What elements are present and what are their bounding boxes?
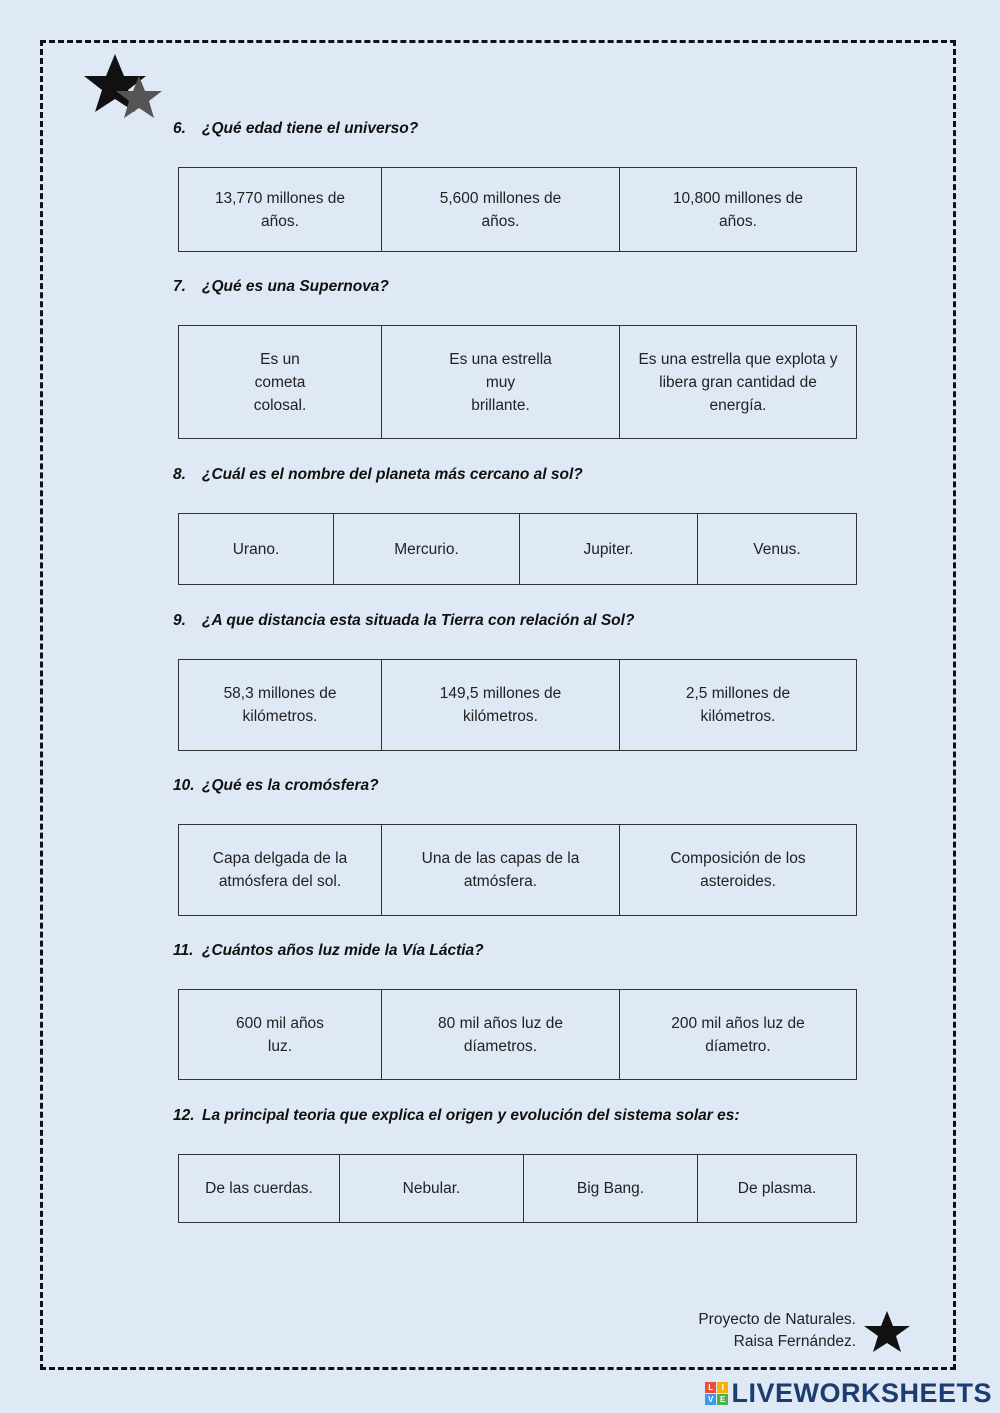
option-q12-d[interactable]: De plasma. xyxy=(697,1155,856,1222)
options-q11 xyxy=(178,989,857,1080)
question-9: 9. ¿A que distancia esta situada la Tierra con relación al Sol? xyxy=(173,612,635,629)
question-7: 7. ¿Qué es una Supernova? xyxy=(173,278,389,295)
option-q10-a[interactable]: Capa delgada de la atmósfera del sol. xyxy=(212,850,348,890)
star-icon xyxy=(862,1310,912,1354)
options-q9 xyxy=(178,659,857,751)
question-6: 6. ¿Qué edad tiene el universo? xyxy=(173,120,419,137)
question-10: 10. ¿Qué es la cromósfera? xyxy=(173,777,379,794)
option-q6-b[interactable]: 5,600 millones de años. xyxy=(381,168,619,251)
options-q12 xyxy=(178,1154,857,1223)
option-q9-a[interactable]: 58,3 millones de kilómetros. xyxy=(223,685,337,725)
option-q7-c[interactable]: Es una estrella que explota y libera gran cantidad de energía. xyxy=(619,326,856,438)
option-q8-c[interactable]: Jupiter. xyxy=(519,514,697,584)
brand-logo-icon: L I V E xyxy=(705,1382,728,1405)
option-q12-a[interactable]: De las cuerdas. xyxy=(205,1180,313,1197)
option-q7-b[interactable]: Es una estrella muy brillante. xyxy=(381,326,619,438)
liveworksheets-logo xyxy=(705,1378,992,1409)
option-q12-c[interactable]: Big Bang. xyxy=(523,1155,697,1222)
option-q11-b[interactable]: 80 mil años luz de díametros. xyxy=(381,990,619,1079)
option-q10-c[interactable]: Composición de los asteroides. xyxy=(619,825,856,915)
option-q11-a[interactable]: 600 mil años luz. xyxy=(236,1014,324,1055)
question-8: 8. ¿Cuál es el nombre del planeta más cercano al sol? xyxy=(173,466,583,483)
question-11: 11. ¿Cuántos años luz mide la Vía Láctia? xyxy=(173,942,484,959)
option-q9-b[interactable]: 149,5 millones de kilómetros. xyxy=(381,660,619,750)
option-q12-b[interactable]: Nebular. xyxy=(339,1155,523,1222)
option-q6-c[interactable]: 10,800 millones de años. xyxy=(619,168,856,251)
option-q10-b[interactable]: Una de las capas de la atmósfera. xyxy=(381,825,619,915)
footer-credits xyxy=(698,1309,856,1353)
option-q8-a[interactable]: Urano. xyxy=(232,540,280,558)
brand-name: LIVEWORKSHEETS xyxy=(731,1378,992,1408)
star-decoration-icon xyxy=(82,52,172,132)
options-q8 xyxy=(178,513,857,585)
option-q8-b[interactable]: Mercurio. xyxy=(333,514,519,584)
option-q7-a[interactable]: Es un cometa colosal. xyxy=(253,350,307,414)
option-q6-a[interactable]: 13,770 millones de años. xyxy=(214,189,346,230)
option-q9-c[interactable]: 2,5 millones de kilómetros. xyxy=(619,660,856,750)
options-q6 xyxy=(178,167,857,252)
question-12: 12. La principal teoria que explica el origen y evolución del sistema solar es: xyxy=(173,1107,740,1124)
options-q7 xyxy=(178,325,857,439)
options-q10 xyxy=(178,824,857,916)
option-q8-d[interactable]: Venus. xyxy=(697,514,856,584)
footer-project: Proyecto de Naturales. xyxy=(698,1311,856,1328)
option-q11-c[interactable]: 200 mil años luz de díametro. xyxy=(619,990,856,1079)
footer-author: Raisa Fernández. xyxy=(733,1333,856,1350)
